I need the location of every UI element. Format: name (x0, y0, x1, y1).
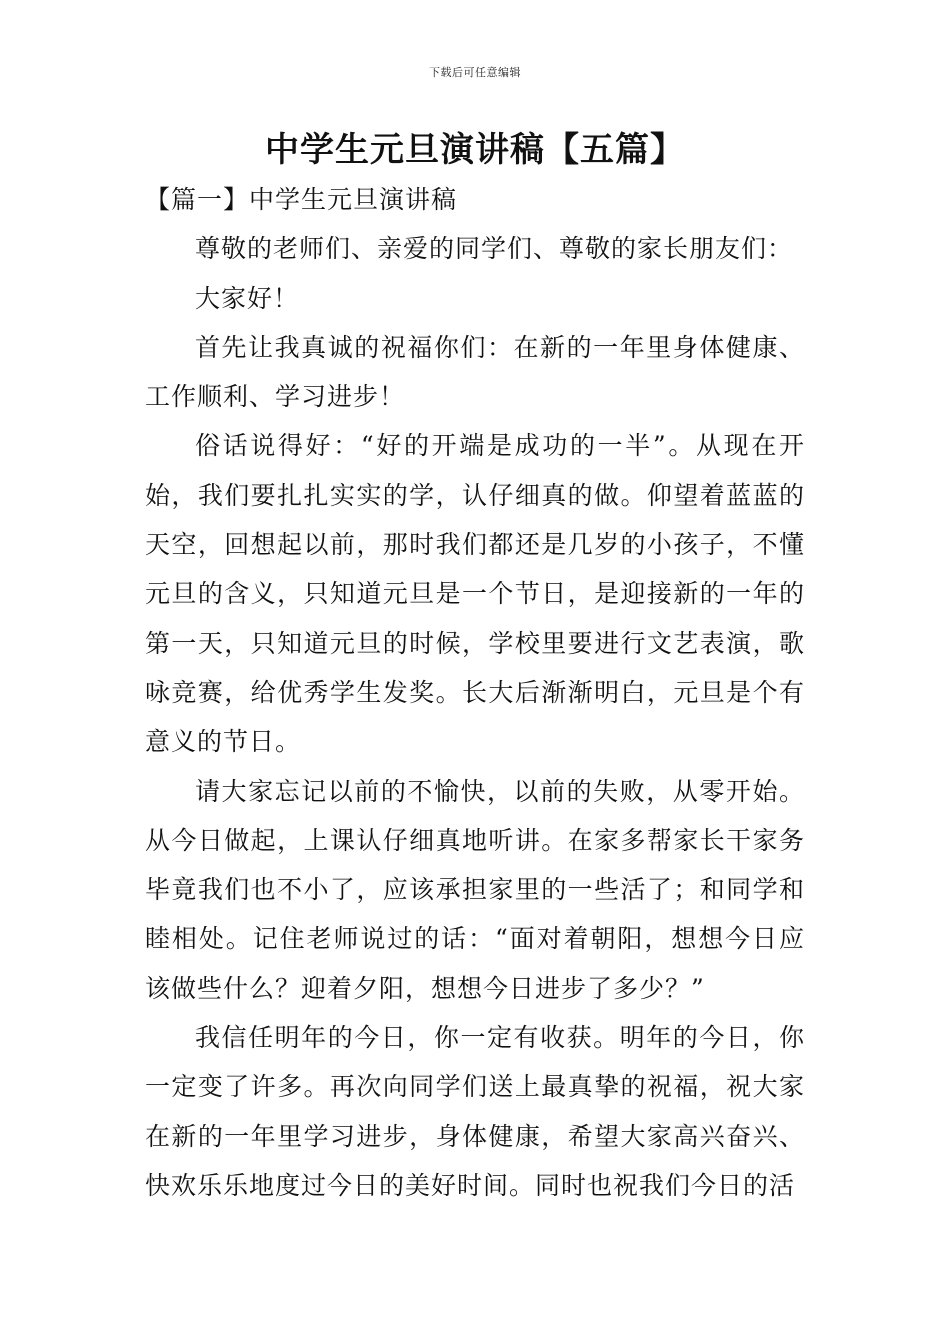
paragraph-wishes: 我信任明年的今日，你一定有收获。明年的今日，你一定变了许多。再次向同学们送上最真挚的祝福，祝大家在新的一年里学习进步，身体健康，希望大家高兴奋兴、快欢乐乐地度过今日的美好时间。同时也祝我们今日的活 (145, 1023, 805, 1200)
header-note: 下载后可任意编辑 (429, 66, 521, 79)
document-body (145, 175, 805, 1210)
section-heading: 【篇一】中学生元旦演讲稿 (145, 185, 458, 214)
paragraph-blessing: 首先让我真诚的祝福你们：在新的一年里身体健康、工作顺利、学习进步！ (145, 332, 805, 412)
document-title: 中学生元旦演讲稿【五篇】 (265, 130, 685, 170)
paragraph-start-over: 请大家忘记以前的不愉快，以前的失败，从零开始。从今日做起，上课认仔细真地听讲。在家多帮家长干家务毕竟我们也不小了，应该承担家里的一些活了；和同学和睦相处。记住老师说过的话：“面对着朝阳，想想今日应该做些什么？迎着夕阳，想想今日进步了多少？” (145, 776, 805, 1003)
paragraph-good-start: 俗话说得好：“好的开端是成功的一半”。从现在开始，我们要扎扎实实的学，认仔细真的做。仰望着蓝蓝的天空，回想起以前，那时我们都还是几岁的小孩子，不懂元旦的含义，只知道元旦是一个节日，是迎接新的一年的第一天，只知道元旦的时候，学校里要进行文艺表演，歌咏竞赛，给优秀学生发奖。长大后渐渐明白，元旦是个有意义的节日。 (145, 431, 805, 757)
paragraph-hello: 大家好！ (195, 283, 300, 313)
paragraph-greeting-audience: 尊敬的老师们、亲爱的同学们、尊敬的家长朋友们： (195, 234, 794, 264)
